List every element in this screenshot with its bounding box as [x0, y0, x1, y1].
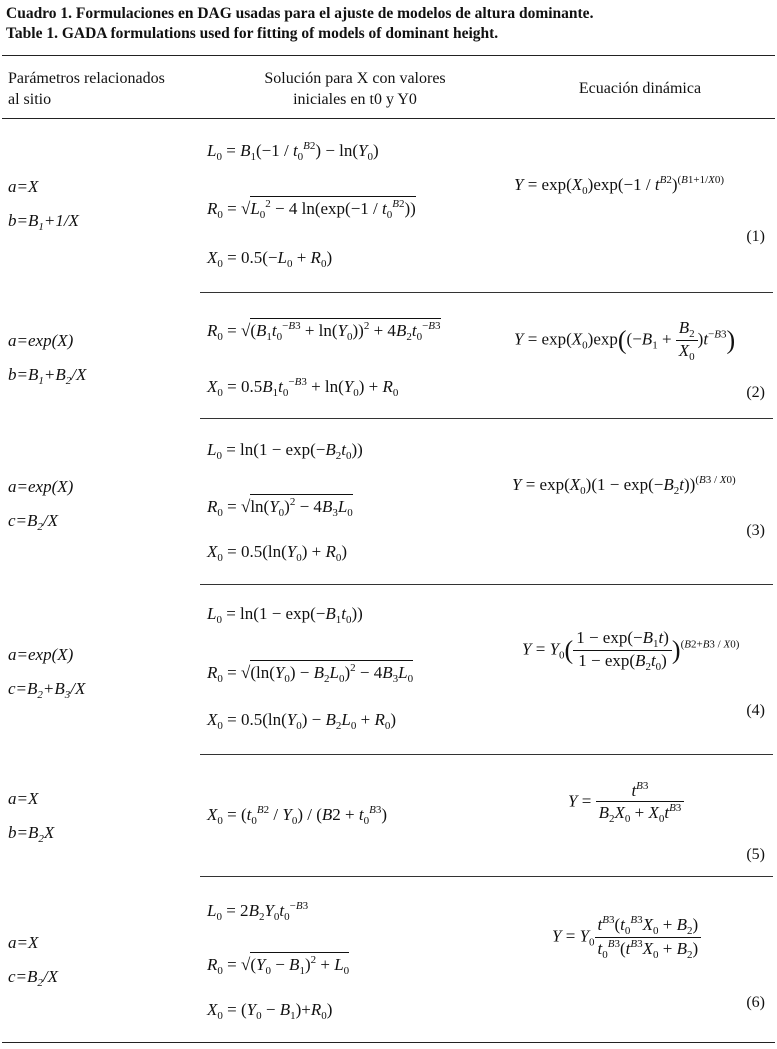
dynamic-equation: Y = $\frac{t^{B3}}{B_2X_0 + X_0t^{B3}}$	[568, 780, 684, 825]
table-top-rule	[2, 55, 775, 56]
row-params	[8, 170, 79, 244]
param-a: a=X	[8, 789, 39, 808]
header-solution: Solución para X con valores iniciales en t0 y Y0	[264, 70, 446, 108]
solution-line: $X_0 = (Y_0 - B_1)+R_0$)	[207, 1000, 333, 1022]
table-row	[0, 754, 777, 876]
row-params	[8, 782, 54, 856]
param-b: $b=B_1+1/X$	[8, 211, 79, 233]
equation-number: (4)	[746, 702, 765, 719]
caption-spanish: Cuadro 1. Formulaciones en DAG usadas para el ajuste de modelos de altura dominante.	[6, 5, 594, 22]
equation-number: (6)	[746, 994, 765, 1011]
equation-number: (5)	[746, 846, 765, 863]
dynamic-equation: $Y = Y_0$ $\frac{t^{B3}(t_0^{B3}X_0 + B_2)}{t_0^{B3}(t^{B3}X_0 + B_2)}$	[552, 914, 701, 961]
param-a: a=X	[8, 177, 39, 196]
table-bottom-rule	[2, 1042, 775, 1043]
solution-line: $L_0 = B_1(-1 / t_0^{B2}) - \ln(Y_0)$	[207, 140, 379, 163]
equation-number: (3)	[746, 522, 765, 539]
param-a: a=exp(X)	[8, 645, 74, 664]
dynamic-equation: $Y = \exp(X_0)\exp((-B_1$ + $\frac{B_2}{X_0}$ )$t^{-B3}$)	[514, 318, 736, 363]
param-a: a=exp(X)	[8, 477, 74, 496]
solution-line: $R_0 = √\ln(Y_0)^2 - 4B_3L_0$	[207, 496, 353, 519]
param-b: $b=B_2X$	[8, 823, 55, 845]
solution-line: $R_0 = √(Y_0 - B_1)^2 + L_0$	[207, 954, 350, 977]
row-params	[8, 470, 73, 544]
param-c: $c=B_2/X$	[8, 967, 59, 989]
dynamic-equation: $Y = \exp(X_0)(1 - \exp(-B_2t))^{(B3 / X0)}$	[512, 474, 736, 497]
solution-line: $X_0 = 0.5B_1t_0^{-B3} + \ln(Y_0) + R_0$	[207, 376, 399, 399]
solution-line: $L_0 = \ln(1 - \exp(-B_2t_0))$	[207, 440, 363, 462]
solution-line: $R_0 = √(\ln(Y_0) - B_2L_0)^2 - 4B_3L_0$	[207, 662, 414, 685]
table-row	[0, 118, 777, 292]
param-c: $c=B_2+B_3/X$	[8, 679, 86, 701]
row-params	[8, 324, 86, 398]
solution-line: $R_0 = √L_0^2 - 4$ $\ln(\exp(-1 / t_0^{B2}))$	[207, 198, 416, 221]
row-params	[8, 926, 58, 1000]
solution-line: $X_0 = 0.5(\ln(Y_0) + R_0)$	[207, 542, 348, 564]
solution-line: $L_0 = 2B_2Y_0t_0^{-B3}$	[207, 900, 309, 923]
solution-line: $X_0 = 0.5(\ln(Y_0) - B_2L_0 + R_0)$	[207, 710, 397, 732]
param-a: a=X	[8, 933, 39, 952]
header-site-params: Parámetros relacionados al sitio	[8, 70, 165, 108]
param-c: $c=B_2/X$	[8, 511, 59, 533]
param-a: a=exp(X)	[8, 331, 74, 350]
solution-line: $L_0 = \ln(1 - \exp(-B_1t_0))$	[207, 604, 363, 626]
table-row	[0, 584, 777, 754]
table-row	[0, 418, 777, 584]
solution-line: $R_0 = √(B_1t_0^{-B3} + \ln(Y_0))^2 + 4B_2t_0^{-B3}$	[207, 320, 441, 343]
header-dynamic-equation: Ecuación dinámica	[578, 80, 702, 97]
solution-line: $X_0 = (t_0^{B2} / Y_0) / (B2 + t_0^{B3})$	[207, 804, 387, 827]
table-row	[0, 876, 777, 1042]
dynamic-equation: $Y = \exp(X_0)\exp(-1 / t^{B2})^{(B1+1/X0)}$	[514, 174, 725, 197]
equation-number: (2)	[746, 384, 765, 401]
solution-line: $X_0 = 0.5(-L_0 + R_0)$	[207, 248, 333, 270]
caption-english: Table 1. GADA formulations used for fitting of models of dominant height.	[6, 25, 499, 42]
table-caption	[6, 4, 593, 44]
row-params	[8, 638, 85, 712]
table-row	[0, 292, 777, 418]
dynamic-equation: $Y = Y_0$( $\frac{1 - \exp(-B_1t)}{1 - \exp(B_2t_0)}$ )$^{(B2+B3 / X0)}$	[522, 628, 740, 673]
param-b: $b=B_1+B_2/X$	[8, 365, 87, 387]
equation-number: (1)	[746, 228, 765, 245]
